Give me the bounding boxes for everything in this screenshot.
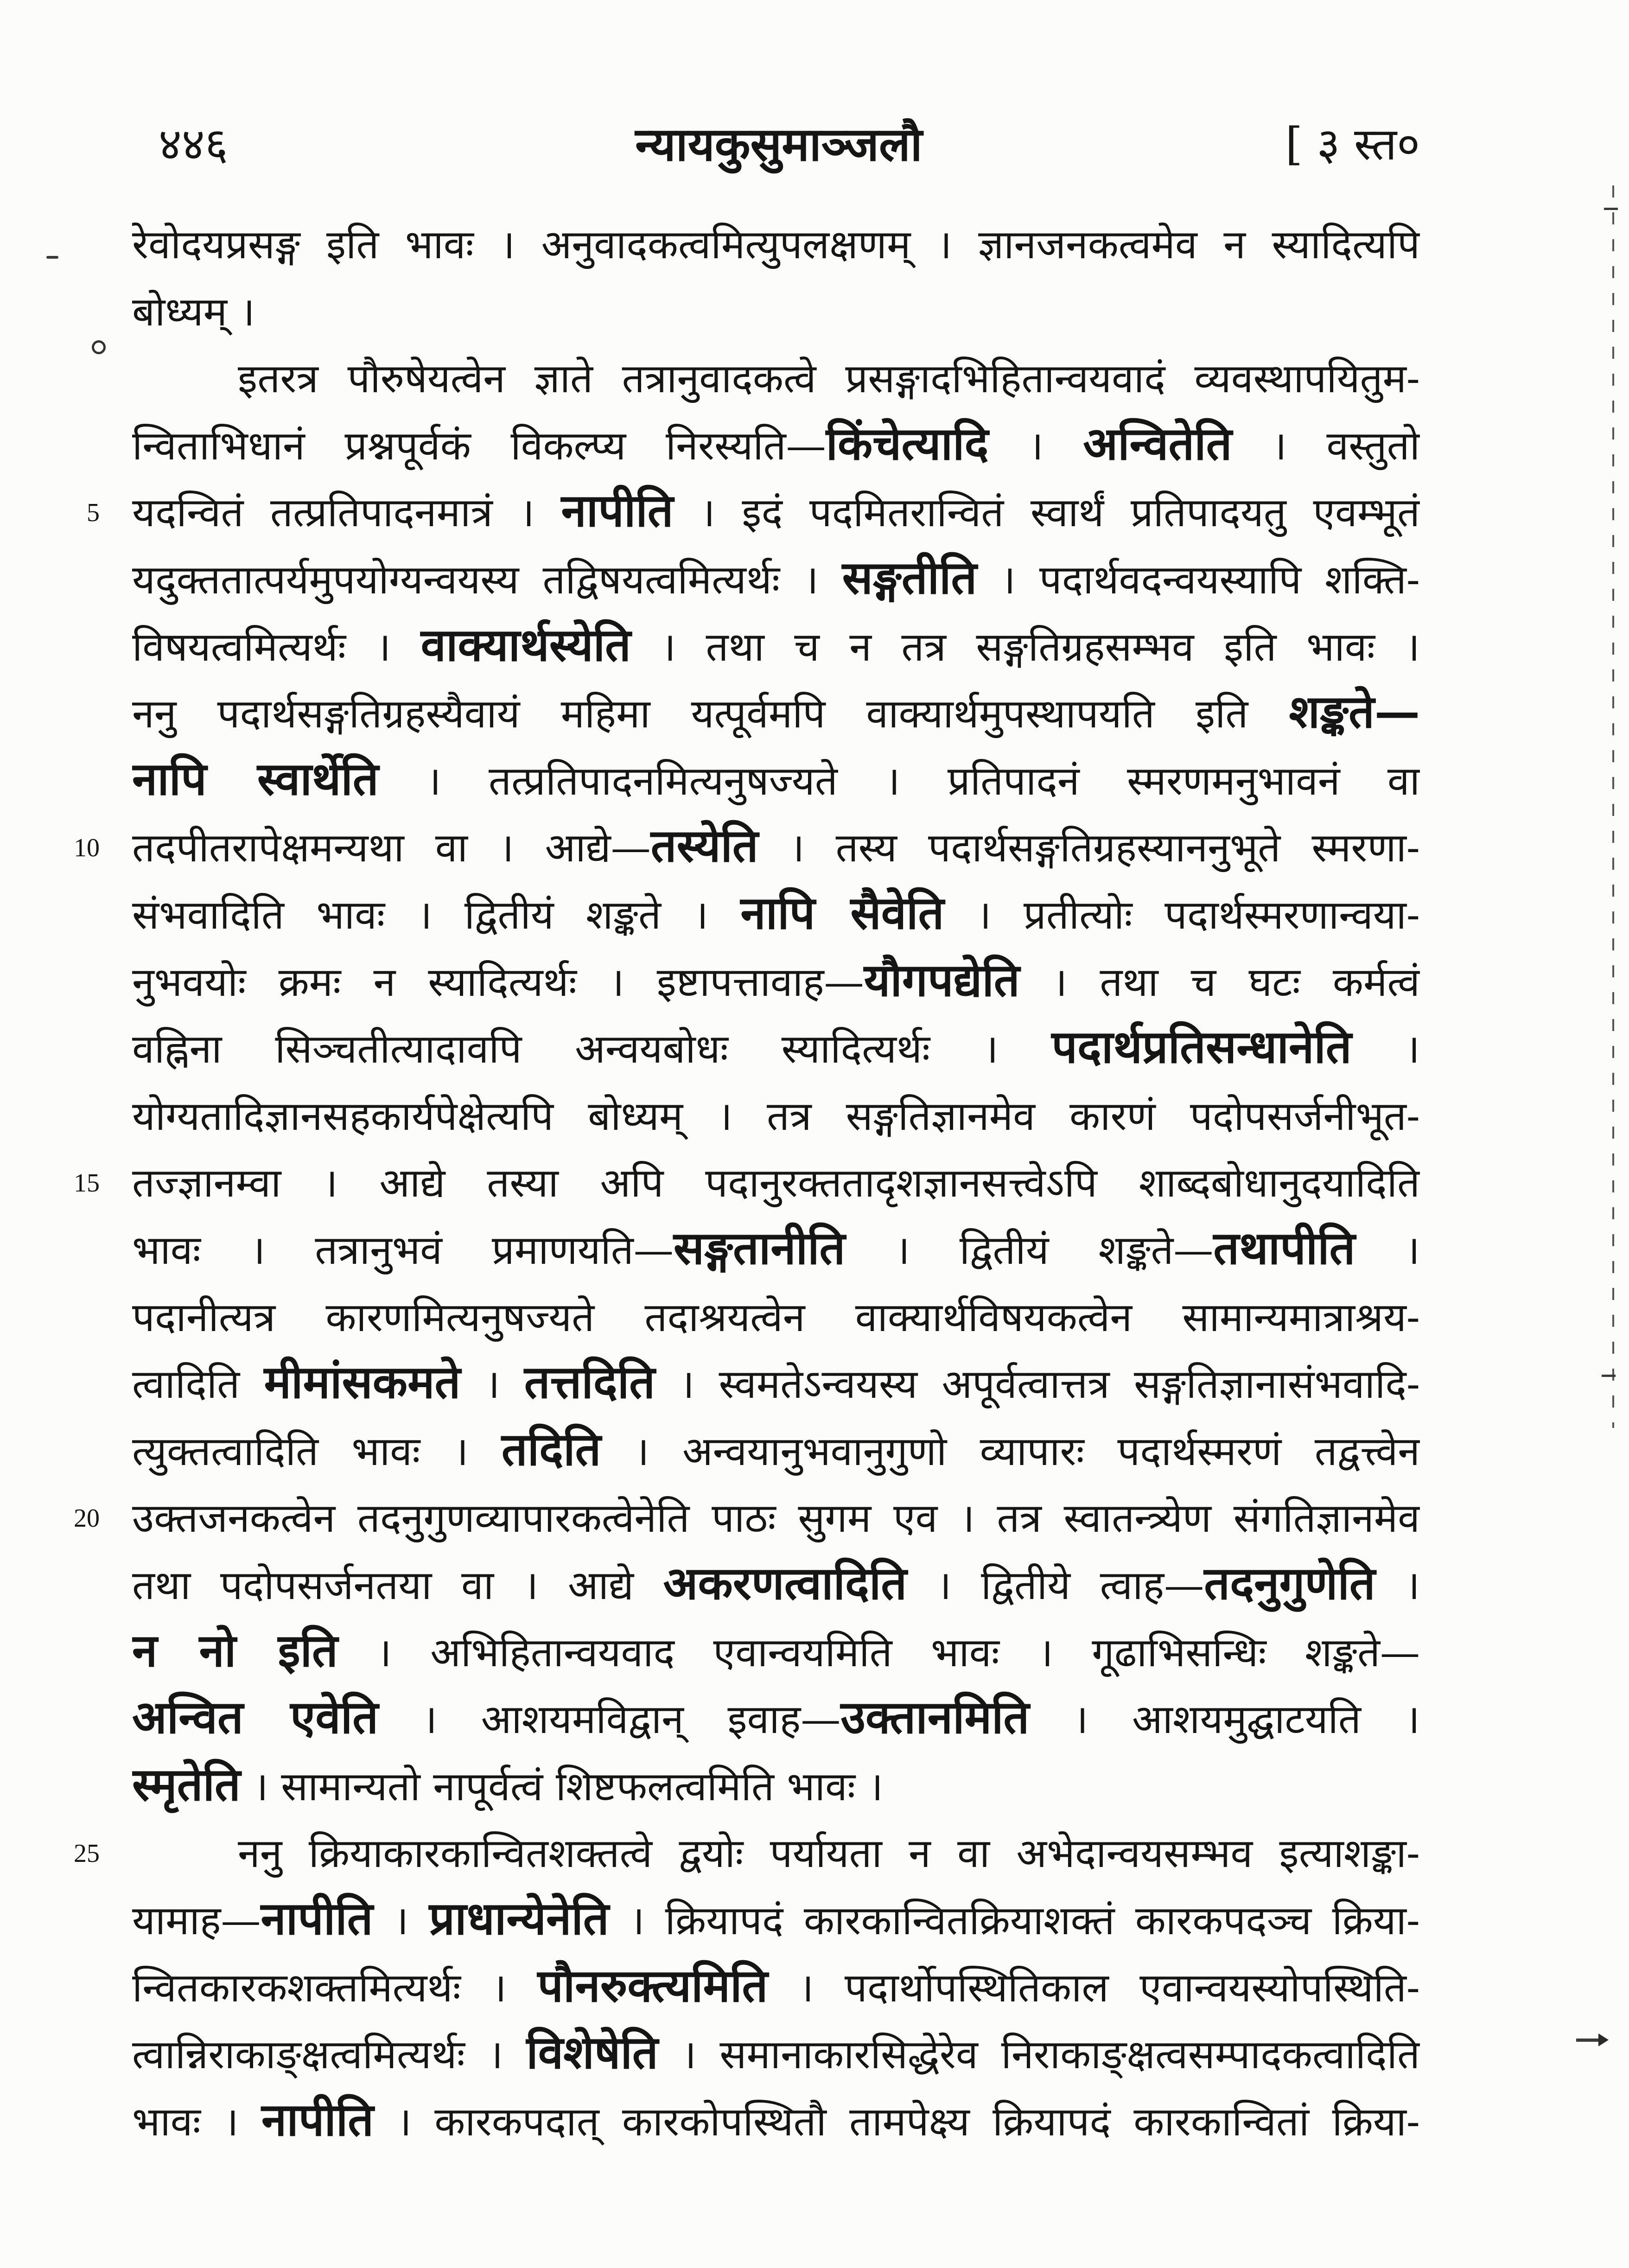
lemma-term: सङ्गतानीति (673, 1222, 846, 1275)
lemma-term: नापीति (561, 484, 674, 537)
text-segment: त्युक्तत्वादिति भावः । (132, 1428, 502, 1475)
scan-mark (1612, 185, 1614, 1428)
text-line (132, 1150, 1420, 1217)
lemma-term: न नो इति (132, 1624, 338, 1677)
text-line (132, 279, 1420, 346)
text-segment: तदपीतरापेक्षमन्यथा वा । आद्ये— (132, 825, 651, 871)
lemma-term: नापि स्वार्थेति (132, 752, 379, 806)
running-title: न्यायकुसुमाञ्जलौ (635, 117, 923, 172)
text-segment: । तस्य पदार्थसङ्गतिग्रहस्याननुभूते स्मरणा- (758, 825, 1420, 871)
text-line (132, 2021, 1420, 2089)
text-segment: । (1351, 1026, 1420, 1072)
lemma-term: तथापीति (1213, 1222, 1355, 1275)
text-segment: संभवादिति भावः । द्वितीयं शङ्कते । (132, 892, 741, 938)
text-segment: । पदार्थवदन्वयस्यापि शक्ति- (977, 557, 1420, 603)
text-segment: । इदं पदमितरान्वितं स्वार्थं प्रतिपादयतु एवम्भूतं (673, 490, 1420, 536)
text-segment: रेवोदयप्रसङ्ग इति भावः । अनुवादकत्वमित्युपलक्षणम् । ज्ञानजनकत्वमेव न स्यादित्यपि (132, 222, 1420, 268)
lemma-term: सङ्गतीति (842, 551, 977, 605)
lemma-term: किंचेत्यादि (826, 417, 989, 471)
text-segment: यदन्वितं तत्प्रतिपादनमात्रं । (132, 490, 561, 536)
text-line (132, 1619, 1420, 1687)
text-segment: । प्रतीत्योः पदार्थस्मरणान्वया- (944, 892, 1420, 938)
lemma-term: नापीति (261, 1892, 373, 1945)
section-marker: [ ३ स्त० (1285, 118, 1420, 170)
text-segment: इतरत्र पौरुषेयत्वेन ज्ञाते तत्रानुवादकत्वे प्रसङ्गादभिहितान्वयवादं व्यवस्थापयितुम- (238, 356, 1420, 402)
lemma-term: पौनरुक्त्यमिति (537, 1959, 768, 2013)
text-segment: । (988, 423, 1083, 469)
text-line (132, 748, 1420, 815)
text-segment: । वस्तुतो (1232, 423, 1420, 469)
scan-mark (1598, 2033, 1609, 2046)
lemma-term: तत्तदिति (524, 1356, 655, 1409)
text-line (132, 1753, 1420, 1821)
text-line (132, 547, 1420, 614)
text-line (132, 1955, 1420, 2022)
text-segment: । क्रियापदं कारकान्वितक्रियाशक्तं कारकपदञ्च क्रिया- (609, 1898, 1420, 1944)
text-segment: । द्वितीयं शङ्कते— (845, 1227, 1214, 1274)
lemma-term: नापि सैवेति (740, 886, 944, 940)
scan-mark (46, 256, 58, 259)
text-segment: पदानीत्यत्र कारणमित्यनुषज्यते तदाश्रयत्वेन वाक्यार्थविषयकत्वेन सामान्यमात्राश्रय- (132, 1294, 1420, 1341)
text-line (132, 681, 1420, 748)
lemma-term: अकरणत्वादिति (663, 1557, 907, 1610)
text-line (132, 1686, 1420, 1753)
lemma-term: पदार्थप्रतिसन्धानेति (1051, 1020, 1352, 1074)
text-segment: । कारकपदात् कारकोपस्थितौ तामपेक्ष्य क्रियापदं कारकान्वितां क्रिया- (374, 2099, 1420, 2145)
text-line (132, 1083, 1420, 1150)
text-segment: । अभिहितान्वयवाद एवान्वयमिति भावः । गूढाभिसन्धिः शङ्कते— (337, 1630, 1420, 1676)
text-line (132, 949, 1420, 1016)
text-line (132, 345, 1420, 413)
scan-mark (92, 340, 106, 354)
text-segment: । द्वितीये त्वाह— (907, 1562, 1204, 1609)
text-segment: योग्यतादिज्ञानसहकार्यपेक्षेत्यपि बोध्यम् । तत्र सङ्गतिज्ञानमेव कारणं पदोपसर्जनीभूत- (132, 1093, 1420, 1140)
text-segment: बोध्यम् । (132, 289, 255, 335)
text-segment: । स्वमतेऽन्वयस्य अपूर्वत्वात्तत्र सङ्गतिज्ञानासंभवादि- (655, 1361, 1420, 1408)
text-segment: । सामान्यतो नापूर्वत्वं शिष्टफलत्वमिति भावः । (240, 1764, 884, 1810)
text-line (132, 614, 1420, 681)
text-segment: यदुक्ततात्पर्यमुपयोग्यन्वयस्य तद्विषयत्वमित्यर्थः । (132, 557, 842, 603)
text-segment: । (1375, 1562, 1420, 1609)
lemma-term: तदनुगुणेति (1204, 1557, 1375, 1610)
text-segment: । आशयमविद्वान् इवाह— (378, 1696, 841, 1743)
text-line (132, 1217, 1420, 1284)
text-line (132, 1016, 1420, 1083)
lemma-term: यौगपद्येति (864, 954, 1020, 1007)
text-segment: । (1355, 1227, 1420, 1274)
text-line (132, 1284, 1420, 1351)
lemma-term: शङ्कते— (1289, 685, 1420, 739)
page-number: ४४६ (159, 118, 228, 170)
text-segment: न्वितकारकशक्तमित्यर्थः । (132, 1965, 538, 2011)
line-number: 10 (74, 834, 100, 862)
text-segment: यामाह— (132, 1898, 261, 1944)
lemma-term: प्राधान्येनेति (429, 1892, 609, 1945)
text-segment: । अन्वयानुभवानुगुणो व्यापारः पदार्थस्मरणं तद्वत्त्वेन (601, 1428, 1420, 1475)
text-segment: । (460, 1361, 524, 1408)
lemma-term: तदिति (501, 1423, 601, 1476)
lemma-term: अन्वितेति (1083, 417, 1232, 471)
text-segment: । आशयमुद्घाटयति । (1029, 1696, 1420, 1743)
text-segment: उक्तजनकत्वेन तदनुगुणव्यापारकत्वेनेति पाठः सुगम एव । तत्र स्वातन्त्र्येण संगतिज्ञानमेव (132, 1495, 1420, 1542)
text-segment: ननु क्रियाकारकान्वितशक्तत्वे द्वयोः पर्यायता न वा अभेदान्वयसम्भव इत्याशङ्का- (238, 1830, 1420, 1877)
text-line (132, 882, 1420, 949)
text-line (132, 1485, 1420, 1552)
text-segment: विषयत्वमित्यर्थः । (132, 624, 421, 670)
line-number: 20 (74, 1504, 100, 1533)
scan-mark (1604, 208, 1618, 210)
text-segment: । तथा च न तत्र सङ्गतिग्रहसम्भव इति भावः । (630, 624, 1420, 670)
text-line (132, 479, 1420, 547)
text-line (132, 1887, 1420, 1955)
lemma-term: तस्येति (650, 819, 758, 873)
lemma-term: विशेषेति (526, 2026, 658, 2079)
text-line (132, 1820, 1420, 1887)
text-line (132, 1552, 1420, 1619)
line-number: 5 (87, 498, 100, 527)
text-segment: । तत्प्रतिपादनमित्यनुषज्यते । प्रतिपादनं स्मरणमनुभावनं वा (378, 758, 1420, 804)
lemma-term: स्मृतेति (132, 1758, 241, 1811)
scan-mark (1576, 2039, 1599, 2042)
text-segment: तथा पदोपसर्जनतया वा । आद्ये (132, 1562, 663, 1609)
text-line (132, 1351, 1420, 1418)
lemma-term: वाक्यार्थस्येति (420, 618, 631, 672)
text-line (132, 211, 1420, 279)
text-segment: । समानाकारसिद्धेरेव निराकाङ्क्षत्वसम्पादकत्वादिति (658, 2032, 1420, 2078)
lemma-term: अन्वित एवेति (132, 1691, 379, 1744)
text-segment: न्विताभिधानं प्रश्नपूर्वकं विकल्प्य निरस्यति— (132, 423, 826, 469)
text-segment: । तथा च घटः कर्मत्वं (1019, 959, 1420, 1006)
lemma-term: उक्तानमिति (840, 1691, 1030, 1744)
lemma-term: नापीति (261, 2093, 374, 2147)
text-line (132, 413, 1420, 480)
text-segment: नुभवयोः क्रमः न स्यादित्यर्थः । इष्टापत्तावाह— (132, 959, 864, 1006)
text-segment: भावः । (132, 2099, 262, 2145)
text-segment: तज्ज्ञानम्वा । आद्ये तस्या अपि पदानुरक्ततादृशज्ञानसत्त्वेऽपि शाब्दबोधानुदयादिति (132, 1160, 1420, 1206)
text-segment: ननु पदार्थसङ्गतिग्रहस्यैवायं महिमा यत्पूर्वमपि वाक्यार्थमुपस्थापयति इति (132, 691, 1289, 737)
scan-mark (1602, 1375, 1616, 1377)
text-segment: भावः । तत्रानुभवं प्रमाणयति— (132, 1227, 674, 1274)
lemma-term: मीमांसकमते (264, 1356, 461, 1409)
text-segment: त्वादिति (132, 1361, 264, 1408)
line-number: 15 (74, 1169, 100, 1198)
text-segment: वह्निना सिञ्चतीत्यादावपि अन्वयबोधः स्यादित्यर्थः । (132, 1026, 1052, 1072)
text-segment: । (373, 1898, 429, 1944)
text-line (132, 2089, 1420, 2156)
text-segment: । पदार्थोपस्थितिकाल एवान्वयस्योपस्थिति- (768, 1965, 1420, 2011)
text-segment: त्वान्निराकाङ्क्षत्वमित्यर्थः । (132, 2032, 527, 2078)
text-line (132, 1418, 1420, 1485)
text-line (132, 815, 1420, 882)
line-number: 25 (74, 1839, 100, 1868)
